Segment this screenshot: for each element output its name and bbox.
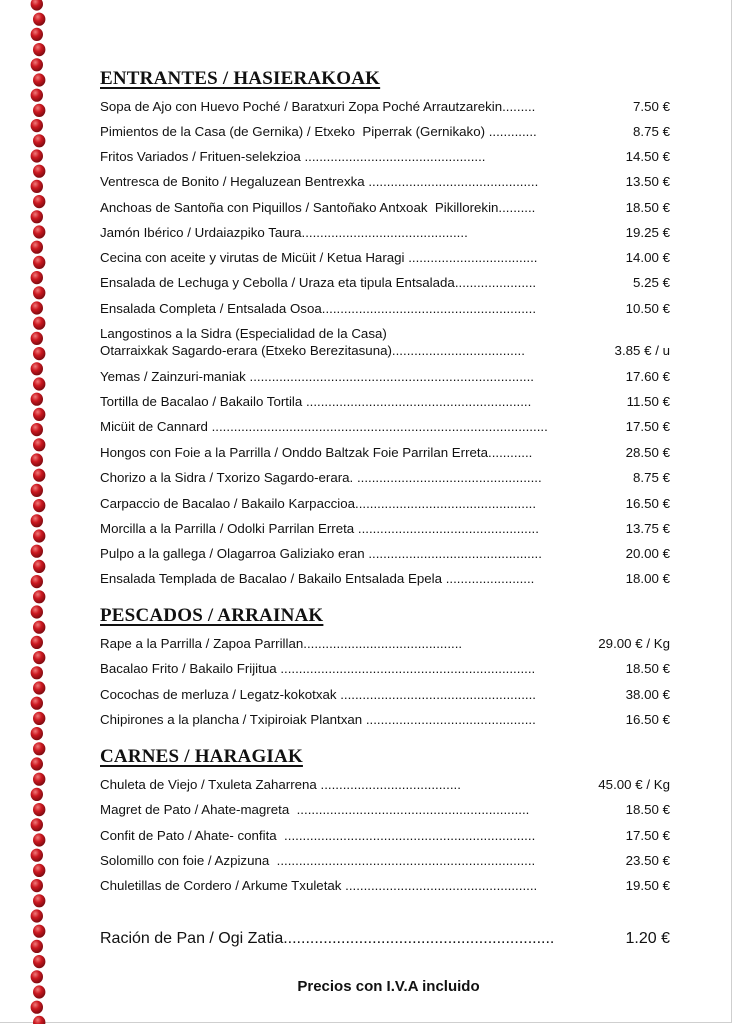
item-price: 38.00 € (625, 687, 670, 702)
bead-dot (31, 879, 43, 892)
bead-dot (31, 332, 43, 345)
menu-item (100, 469, 672, 486)
item-name: Carpaccio de Bacalao / Bakailo Karpaccioa................................................. (100, 496, 537, 511)
item-name: Hongos con Foie a la Parrilla / Onddo Baltzak Foie Parrilan Erreta............ (100, 445, 533, 460)
bead-dot (33, 104, 45, 117)
bead-dot (31, 697, 43, 710)
bead-dot (33, 13, 45, 26)
item-price: 18.50 € (625, 802, 670, 817)
bead-dot (33, 134, 45, 147)
item-price: 18.50 € (625, 661, 670, 676)
menu-item (100, 852, 672, 869)
bread-name: Ración de Pan / Ogi Zatia............................................................. (100, 930, 555, 947)
section-title-carnes: CARNES / HARAGIAK (100, 746, 303, 767)
menu-item (100, 444, 672, 461)
item-name: Ensalada Completa / Entsalada Osoa.......................................................... (100, 301, 537, 316)
menu-item (100, 827, 672, 844)
menu-item (100, 173, 672, 190)
item-price: 17.50 € (625, 828, 670, 843)
bead-dot (33, 377, 45, 390)
menu-item (100, 877, 672, 894)
menu-item (100, 520, 672, 537)
item-price: 5.25 € (633, 275, 670, 290)
bread-price: 1.20 € (625, 930, 670, 947)
bead-dot (31, 575, 43, 588)
bead-dot (33, 469, 45, 482)
footer-note: Precios con I.V.A incluido (297, 978, 480, 995)
item-price: 14.00 € (625, 250, 670, 265)
menu-item (100, 635, 672, 652)
item-name: Bacalao Frito / Bakailo Frijitua ..................................................................... (100, 661, 536, 676)
bead-dot (31, 89, 43, 102)
item-price: 23.50 € (625, 853, 670, 868)
item-price: 11.50 € (626, 394, 670, 409)
menu-item (100, 801, 672, 818)
item-price: 17.60 € (625, 369, 670, 384)
bead-dot (31, 393, 43, 406)
menu-item (100, 300, 672, 317)
item-name: Chuleta de Viejo / Txuleta Zaharrena ...................................... (100, 777, 461, 792)
bead-dot (31, 545, 43, 558)
item-name: Magret de Pato / Ahate-magreta ............................................................... (100, 802, 530, 817)
item-name: Sopa de Ajo con Huevo Poché / Baratxuri Zopa Poché Arrautzarekin......... (100, 99, 536, 114)
item-price: 18.50 € (625, 200, 670, 215)
item-name: Cocochas de merluza / Legatz-kokotxak ..................................................... (100, 687, 536, 702)
menu-item (100, 711, 672, 728)
bead-dot (31, 788, 43, 801)
item-name: Jamón Ibérico / Urdaiazpiko Taura............................................. (100, 225, 468, 240)
bead-border-decoration (26, 0, 50, 1024)
bead-dot (31, 727, 43, 740)
item-name: Chipirones a la plancha / Txipiroiak Plantxan .............................................. (100, 712, 536, 727)
menu-item (100, 393, 672, 410)
bead-dot (31, 271, 43, 284)
bead-dot (33, 165, 45, 178)
item-name: Morcilla a la Parrilla / Odolki Parrilan Erreta ................................................. (100, 521, 539, 536)
item-name: Rape a la Parrilla / Zapoa Parrillan........................................... (100, 636, 463, 651)
bead-dot (33, 256, 45, 269)
bead-dot (31, 940, 43, 953)
item-price: 19.50 € (625, 878, 670, 893)
bead-dot (31, 849, 43, 862)
item-name: Cecina con aceite y virutas de Micüit / Ketua Haragi ................................... (100, 250, 538, 265)
bead-dot (33, 742, 45, 755)
item-price: 16.50 € (625, 496, 670, 511)
bead-dot (33, 803, 45, 816)
bead-dot (31, 301, 43, 314)
item-price: 8.75 € (633, 470, 670, 485)
bead-dot (31, 241, 43, 254)
bead-dot (33, 560, 45, 573)
menu-item (100, 418, 672, 435)
menu-item (100, 123, 672, 140)
menu-item (100, 148, 672, 165)
bead-dot (31, 909, 43, 922)
item-name: Ensalada de Lechuga y Cebolla / Uraza eta tipula Entsalada...................... (100, 275, 537, 290)
bead-dot (31, 423, 43, 436)
item-name: Solomillo con foie / Azpizuna ...................................................................... (100, 853, 536, 868)
bead-dot (33, 347, 45, 360)
item-price: 3.85 € / u (614, 343, 670, 358)
item-name: Langostinos a la Sidra (Especialidad de la Casa) (100, 326, 387, 341)
bead-dot (33, 651, 45, 664)
bead-dot (31, 605, 43, 618)
menu-item (100, 199, 672, 216)
item-price: 8.75 € (633, 124, 670, 139)
item-price: 13.75 € (625, 521, 670, 536)
bead-dot (31, 636, 43, 649)
item-name: Pulpo a la gallega / Olagarroa Galiziako eran ............................................... (100, 546, 542, 561)
bead-dot (33, 864, 45, 877)
bead-dot (31, 0, 43, 11)
bead-dot (33, 286, 45, 299)
bead-dot (33, 195, 45, 208)
item-name: Fritos Variados / Frituen-selekzioa ................................................. (100, 149, 486, 164)
menu-item (100, 274, 672, 291)
bead-dot (33, 1016, 45, 1024)
item-name: Ensalada Templada de Bacalao / Bakailo Entsalada Epela ........................ (100, 571, 535, 586)
item-price: 16.50 € (625, 712, 670, 727)
bead-dot (31, 484, 43, 497)
bead-dot (33, 529, 45, 542)
item-price: 20.00 € (625, 546, 670, 561)
item-price: 13.50 € (625, 174, 670, 189)
item-price: 29.00 € / Kg (598, 636, 670, 651)
bead-dot (33, 955, 45, 968)
item-price: 18.00 € (625, 571, 670, 586)
bead-dot (33, 73, 45, 86)
bead-dot (31, 453, 43, 466)
bead-dot (33, 681, 45, 694)
bead-dot (33, 833, 45, 846)
item-name: Confit de Pato / Ahate- confita .................................................................... (100, 828, 536, 843)
bead-dot (33, 590, 45, 603)
bead-dot (33, 317, 45, 330)
item-name: Tortilla de Bacalao / Bakailo Tortila ............................................................. (100, 394, 532, 409)
item-price: 28.50 € (625, 445, 670, 460)
item-name: Anchoas de Santoña con Piquillos / Santoñako Antxoak Pikillorekin.......... (100, 200, 536, 215)
bead-dot (33, 438, 45, 451)
item-price: 45.00 € / Kg (598, 777, 670, 792)
item-name: Chuletillas de Cordero / Arkume Txuletak .................................................... (100, 878, 538, 893)
menu-item (100, 368, 672, 385)
bead-dot (33, 621, 45, 634)
item-name: Chorizo a la Sidra / Txorizo Sagardo-erara. .................................................. (100, 470, 542, 485)
bead-dot (31, 818, 43, 831)
bead-dot (31, 210, 43, 223)
bead-dot (31, 149, 43, 162)
menu-item (100, 660, 672, 677)
item-price: 14.50 € (625, 149, 670, 164)
menu-item (100, 776, 672, 793)
bead-dot (33, 408, 45, 421)
item-name: Yemas / Zainzuri-maniak ............................................................................. (100, 369, 534, 384)
bead-dot (31, 666, 43, 679)
bead-dot (31, 514, 43, 527)
bead-dot (33, 225, 45, 238)
bead-dot (33, 43, 45, 56)
bead-dot (33, 712, 45, 725)
menu-item (100, 249, 672, 266)
menu-item (100, 686, 672, 703)
menu-item (100, 224, 672, 241)
bead-dot (31, 28, 43, 41)
bead-dot (31, 1001, 43, 1014)
bead-dot (33, 773, 45, 786)
menu-item (100, 98, 672, 115)
section-title-pescados: PESCADOS / ARRAINAK (100, 605, 324, 626)
item-name: Pimientos de la Casa (de Gernika) / Etxeko Piperrak (Gernikako) ............. (100, 124, 537, 139)
item-name-line2: Otarraixkak Sagardo-erara (Etxeko Berezitasuna).................................... (100, 343, 525, 358)
item-name: Ventresca de Bonito / Hegaluzean Bentrexka .............................................. (100, 174, 539, 189)
bead-dot (31, 119, 43, 132)
menu-item (100, 545, 672, 562)
menu-item (100, 325, 672, 359)
bread-line (100, 929, 672, 949)
bead-dot (33, 499, 45, 512)
item-price: 7.50 € (633, 99, 670, 114)
section-title-entrantes: ENTRANTES / HASIERAKOAK (100, 68, 381, 89)
bead-dot (31, 362, 43, 375)
item-price: 17.50 € (625, 419, 670, 434)
item-price: 10.50 € (625, 301, 670, 316)
menu-item (100, 495, 672, 512)
bead-dot (31, 180, 43, 193)
bead-dot (31, 757, 43, 770)
item-name: Micüit de Cannard ........................................................................................... (100, 419, 548, 434)
bead-dot (31, 58, 43, 71)
menu-item (100, 570, 672, 587)
bead-dot (33, 894, 45, 907)
bead-dot (33, 925, 45, 938)
item-price: 19.25 € (625, 225, 670, 240)
